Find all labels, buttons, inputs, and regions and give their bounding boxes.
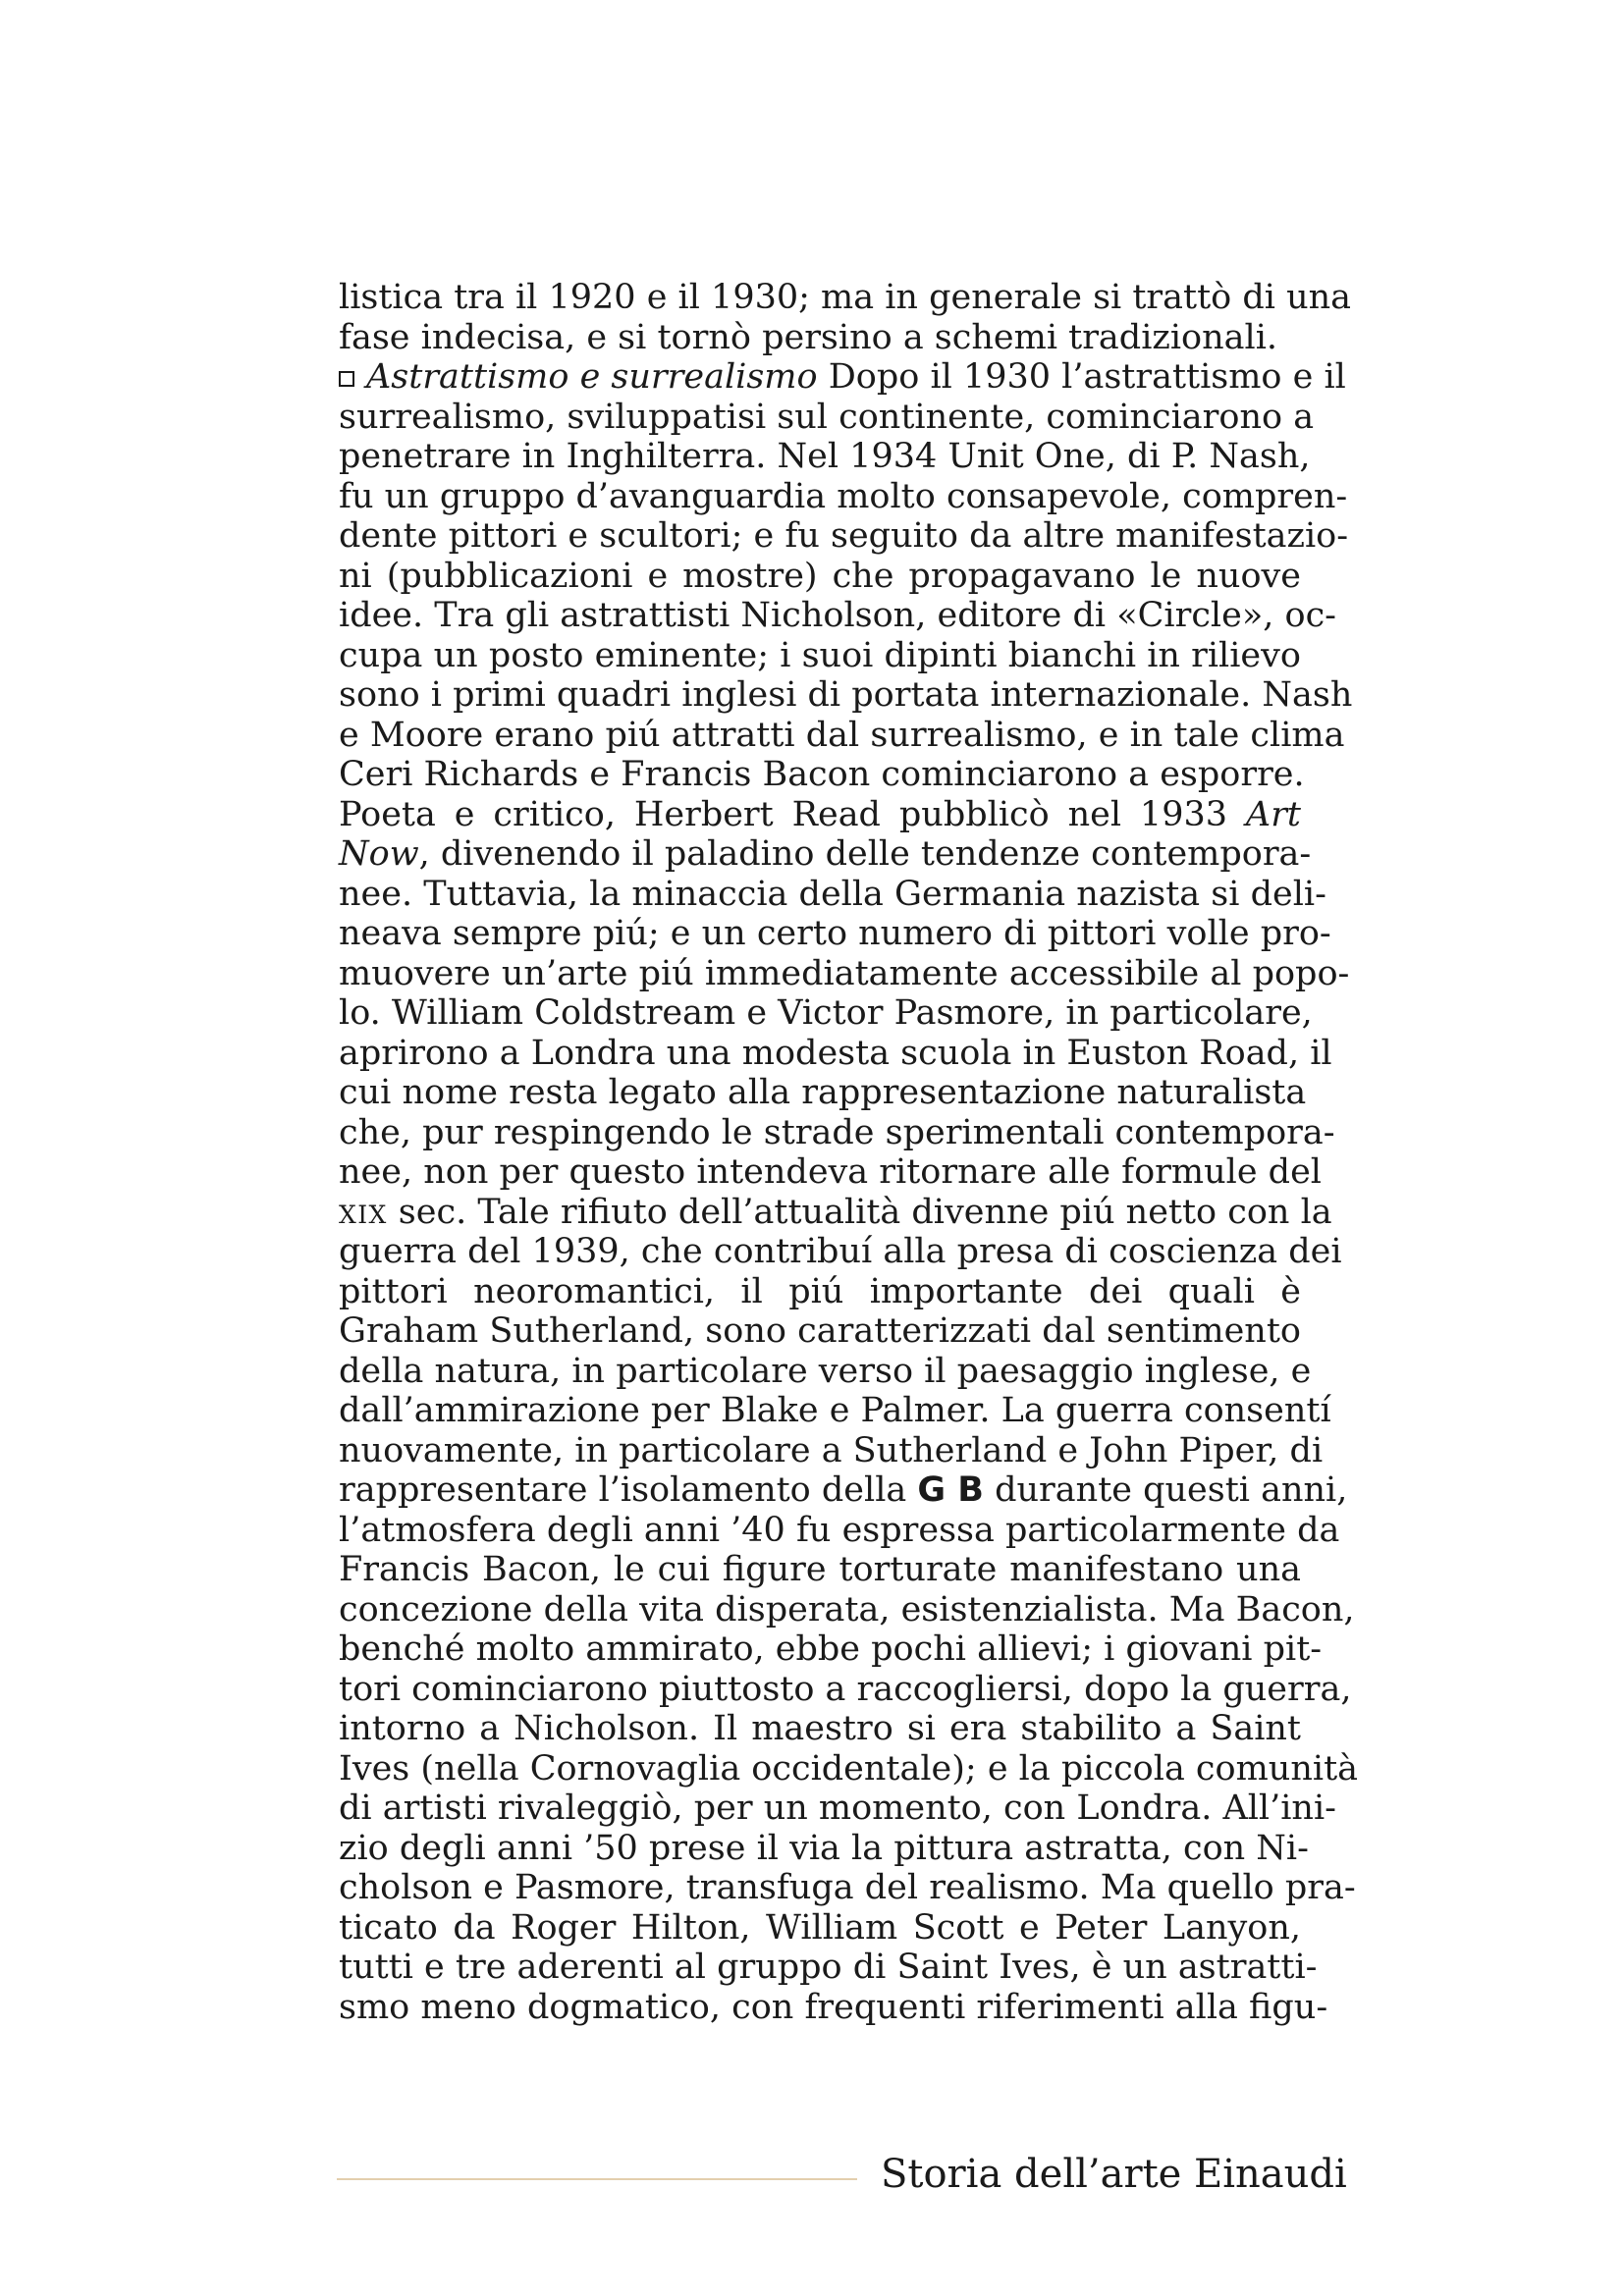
text-line: penetrare in Inghilterra. Nel 1934 Unit One, di P. Nash,	[339, 437, 1311, 476]
text-line-with-smallcaps	[339, 1192, 1332, 1233]
text-line: ni (pubblicazioni e mostre) che propagavano le nuove	[339, 556, 1301, 596]
text-line-with-crossref	[339, 1470, 1348, 1511]
text-line: nuovamente, in particolare a Sutherland e John Piper, di	[339, 1430, 1324, 1470]
text-line: dall’ammirazione per Blake e Palmer. La guerra consentí	[339, 1391, 1331, 1430]
text-line: della natura, in particolare verso il paesaggio inglese, e	[339, 1351, 1312, 1391]
text-line: smo meno dogmatico, con frequenti riferimenti alla figu-	[339, 1987, 1328, 2027]
text-line: ticato da Roger Hilton, William Scott e Peter Lanyon,	[339, 1907, 1301, 1948]
text-line: che, pur respingendo le strade sperimentali contempora-	[339, 1112, 1335, 1152]
text-line: di artisti rivaleggiò, per un momento, con Londra. All’ini-	[339, 1789, 1336, 1828]
text-line: dente pittori e scultori; e fu seguito da altre manifestazio-	[339, 516, 1349, 556]
book-title: Now	[339, 834, 419, 874]
section-bullet-icon	[339, 371, 354, 387]
text-line: intorno a Nicholson. Il maestro si era stabilito a Saint	[339, 1709, 1301, 1748]
text-line: neava sempre piú; e un certo numero di pittori volle pro-	[339, 914, 1331, 953]
text-line: cui nome resta legato alla rappresentazione naturalista	[339, 1073, 1307, 1112]
text-line: Ives (nella Cornovaglia occidentale); e la piccola comunità	[339, 1748, 1359, 1789]
crossref-gb: G B	[917, 1470, 984, 1510]
text-segment: durante questi anni,	[983, 1470, 1348, 1510]
text-line: fase indecisa, e si tornò persino a schemi tradizionali.	[339, 317, 1278, 357]
text-line: Graham Sutherland, sono caratterizzati dal sentimento	[339, 1311, 1301, 1351]
text-line: Francis Bacon, le cui figure torturate manifestano una	[339, 1550, 1301, 1589]
text-line: nee. Tuttavia, la minaccia della Germania nazista si deli-	[339, 874, 1326, 914]
text-line: cholson e Pasmore, transfuga del realismo. Ma quello pra-	[339, 1868, 1356, 1907]
century-numeral: xix	[339, 1192, 388, 1232]
text-line: idee. Tra gli astrattisti Nicholson, editore di «Circle», oc-	[339, 596, 1337, 635]
text-line: e Moore erano piú attratti dal surrealismo, e in tale clima	[339, 715, 1345, 755]
section-heading: Astrattismo e surrealismo	[366, 357, 818, 397]
book-title: Art	[1245, 794, 1301, 834]
text-line: cupa un posto eminente; i suoi dipinti bianchi in rilievo	[339, 635, 1301, 675]
footer-rule	[337, 2178, 857, 2180]
text-line: Ceri Richards e Francis Bacon cominciarono a esporre.	[339, 755, 1305, 794]
text-line: zio degli anni ’50 prese il via la pittura astratta, con Ni-	[339, 1828, 1309, 1868]
text-line: surrealismo, sviluppatisi sul continente, cominciarono a	[339, 397, 1315, 437]
section-heading-line	[339, 357, 1346, 398]
text-line: nee, non per questo intendeva ritornare alle formule del	[339, 1152, 1322, 1192]
text-segment: rappresentare l’isolamento della	[339, 1470, 918, 1510]
text-line: l’atmosfera degli anni ’40 fu espressa particolarmente da	[339, 1510, 1340, 1550]
text-line: sono i primi quadri inglesi di portata internazionale. Nash	[339, 675, 1353, 715]
text-line: concezione della vita disperata, esistenzialista. Ma Bacon,	[339, 1589, 1355, 1629]
text-line: tori cominciarono piuttosto a raccogliersi, dopo la guerra,	[339, 1669, 1352, 1709]
text-line: fu un gruppo d’avanguardia molto consapevole, compren-	[339, 476, 1348, 516]
text-line: muovere un’arte piú immediatamente accessibile al popo-	[339, 953, 1350, 993]
body-text	[339, 278, 1359, 2027]
footer-label: Storia dell’arte Einaudi	[881, 2152, 1347, 2197]
text-line: pittori neoromantici, il piú importante dei quali è	[339, 1271, 1301, 1311]
text-line: lo. William Coldstream e Victor Pasmore, in particolare,	[339, 993, 1313, 1033]
text-line: aprirono a Londra una modesta scuola in Euston Road, il	[339, 1033, 1332, 1073]
text-segment: , divenendo il paladino delle tendenze contempora-	[418, 834, 1312, 874]
text-line-with-title	[339, 834, 1312, 875]
text-line-with-title	[339, 795, 1301, 835]
text-line: tutti e tre aderenti al gruppo di Saint Ives, è un astratti-	[339, 1948, 1318, 1987]
section-heading-rest: Dopo il 1930 l’astrattismo e il	[817, 357, 1346, 397]
text-line: listica tra il 1920 e il 1930; ma in generale si trattò di una	[339, 278, 1352, 317]
text-line: guerra del 1939, che contribuí alla presa di coscienza dei	[339, 1232, 1342, 1271]
text-line: benché molto ammirato, ebbe pochi allievi; i giovani pit-	[339, 1629, 1323, 1669]
text-segment: sec. Tale rifiuto dell’attualità divenne piú netto con la	[387, 1192, 1332, 1232]
text-segment: Poeta e critico, Herbert Read pubblicò nel 1933	[339, 794, 1246, 834]
